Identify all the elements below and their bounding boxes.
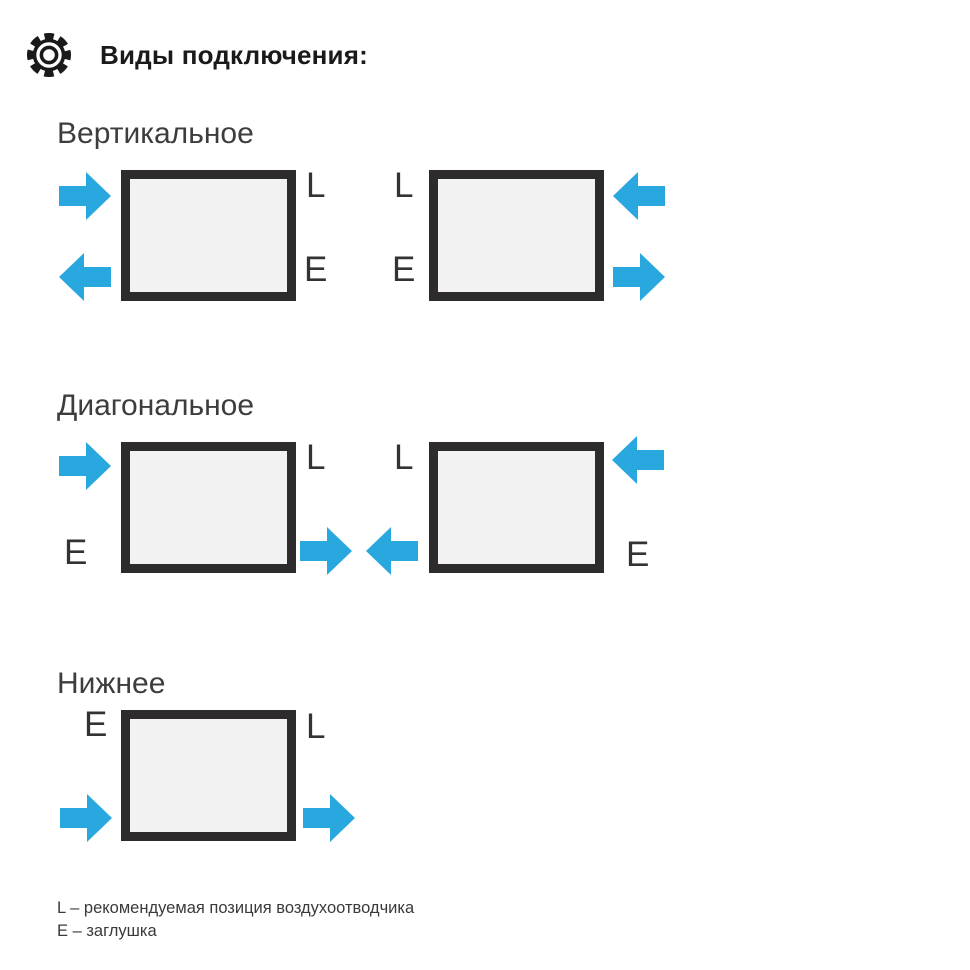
outlet-arrow-left-icon — [59, 253, 111, 301]
radiator-rect — [429, 170, 604, 301]
section-title-vertical: Вертикальное — [57, 117, 254, 150]
radiator-rect — [121, 710, 296, 841]
radiator-rect — [429, 442, 604, 573]
outlet-arrow-right-icon — [300, 527, 352, 575]
plug-label: E — [626, 535, 650, 574]
air-vent-label: L — [394, 166, 414, 205]
radiator-rect — [121, 442, 296, 573]
radiator-rect — [121, 170, 296, 301]
legend — [57, 897, 414, 943]
plug-label: E — [304, 250, 328, 289]
legend-line-plug: E – заглушка — [57, 922, 157, 940]
page-title: Виды подключения: — [100, 40, 368, 70]
inlet-arrow-right-icon — [59, 442, 111, 490]
section-title-bottom: Нижнее — [57, 667, 166, 700]
legend-line-air-vent: L – рекомендуемая позиция воздухоотводчика — [57, 899, 415, 917]
inlet-arrow-right-icon — [59, 172, 111, 220]
air-vent-label: L — [394, 438, 414, 477]
air-vent-label: L — [306, 166, 326, 205]
outlet-arrow-right-icon — [613, 253, 665, 301]
outlet-arrow-left-icon — [366, 527, 418, 575]
air-vent-label: L — [306, 438, 326, 477]
air-vent-label: L — [306, 707, 326, 746]
plug-label: E — [64, 533, 88, 572]
plug-label: E — [84, 705, 108, 744]
inlet-arrow-left-icon — [613, 172, 665, 220]
gear-icon — [25, 31, 73, 79]
plug-label: E — [392, 250, 416, 289]
section-title-diagonal: Диагональное — [57, 389, 255, 422]
outlet-arrow-right-icon — [303, 794, 355, 842]
inlet-arrow-right-icon — [60, 794, 112, 842]
inlet-arrow-left-icon — [612, 436, 664, 484]
